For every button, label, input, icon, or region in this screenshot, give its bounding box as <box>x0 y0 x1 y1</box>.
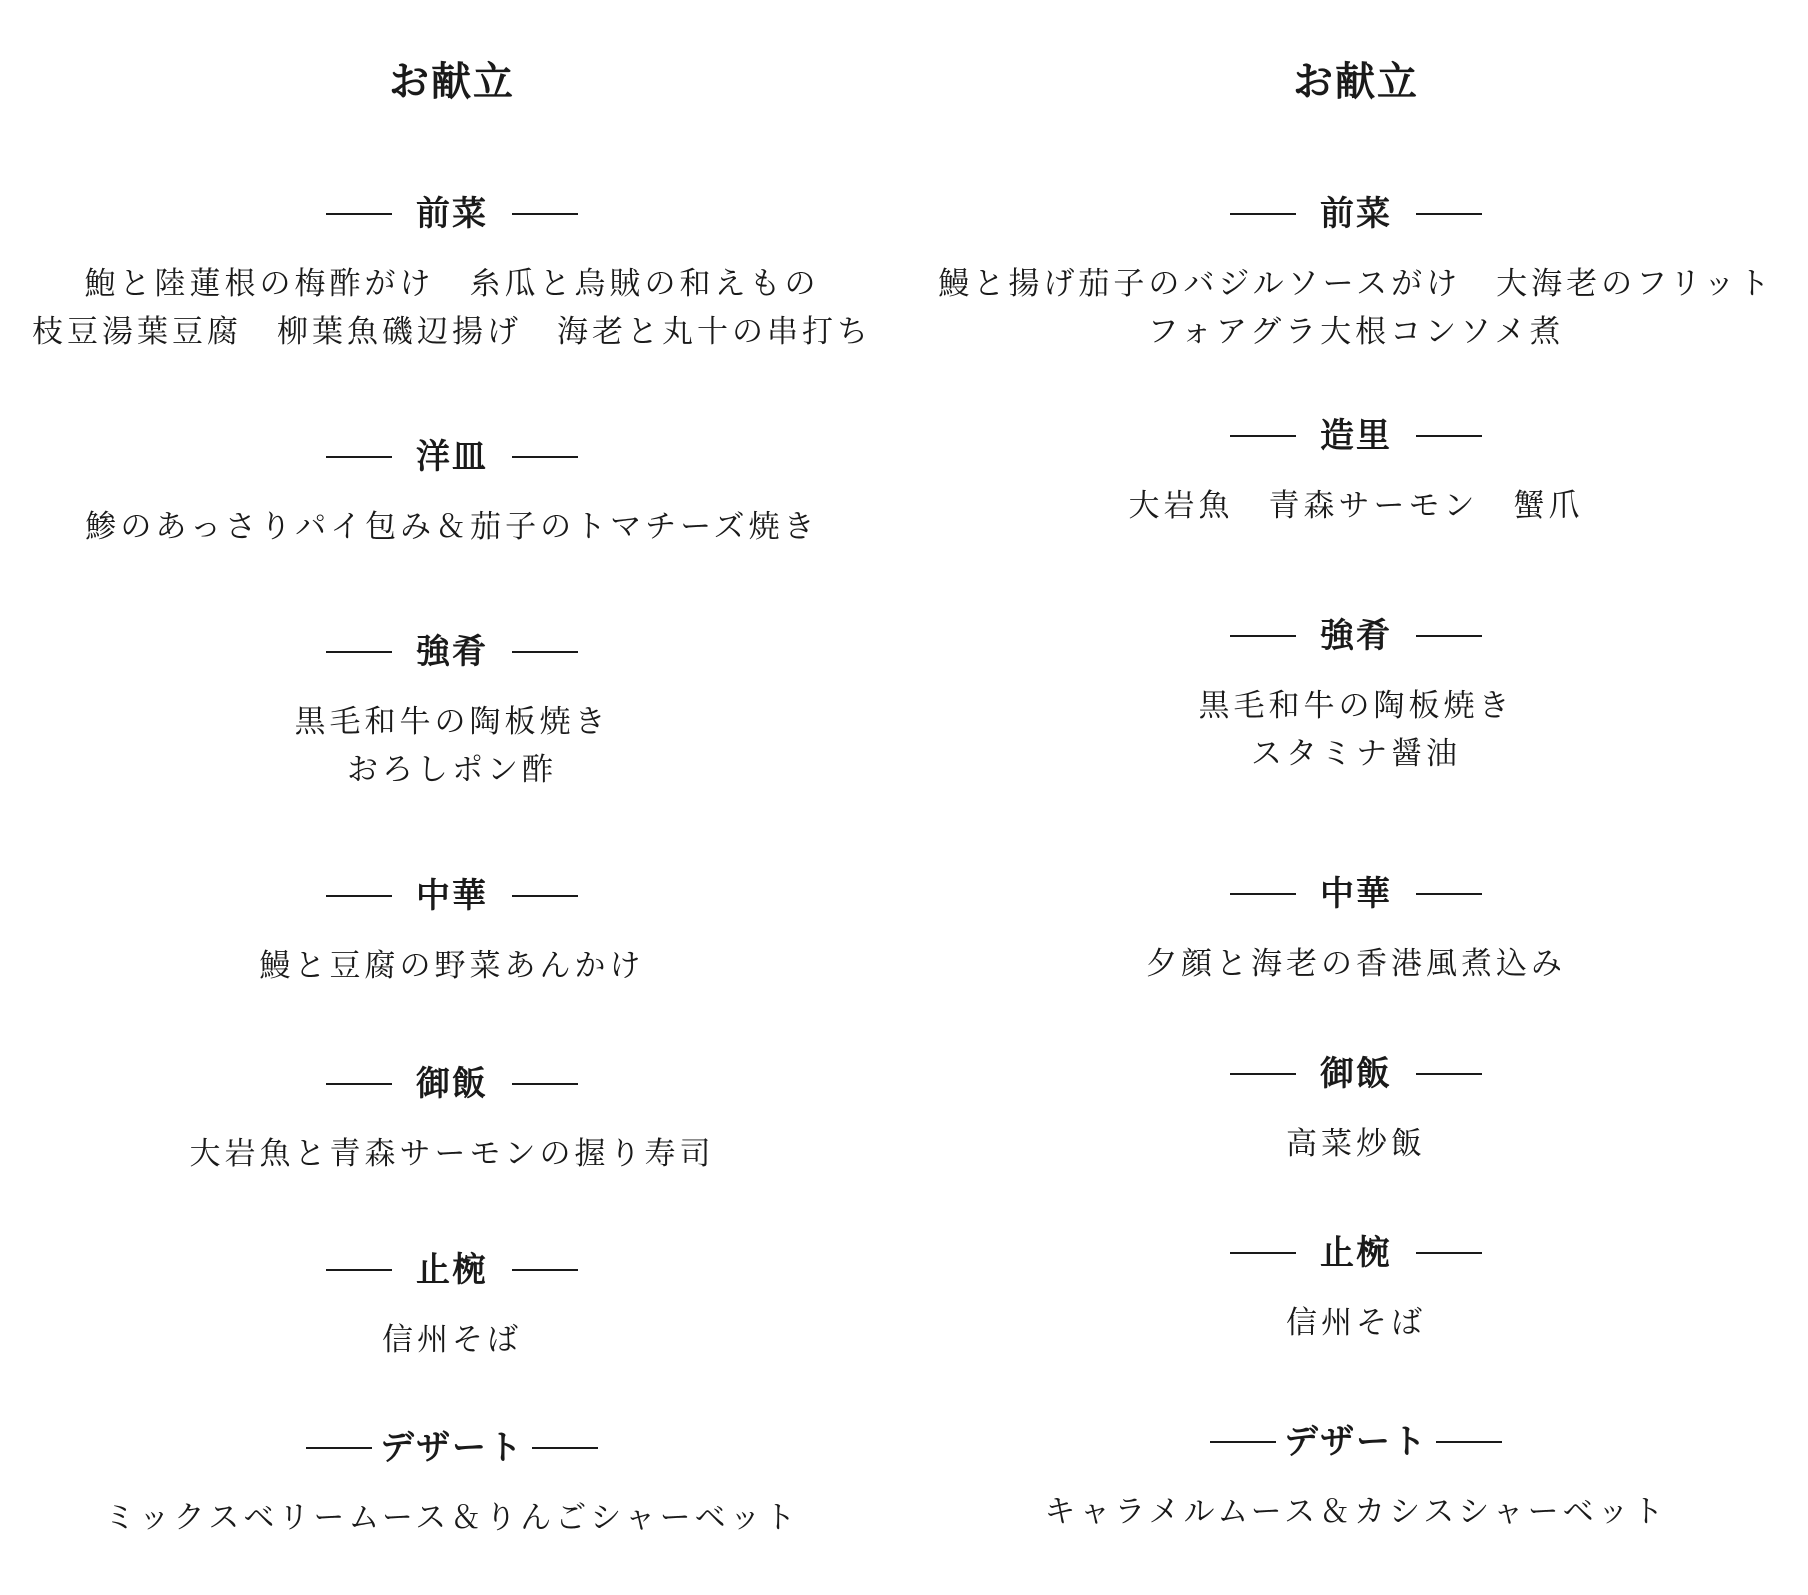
item-line: 大岩魚 青森サーモン 蟹爪 <box>1128 488 1584 524</box>
section-items <box>0 698 904 794</box>
section-tomewan <box>904 1229 1808 1347</box>
section-heading <box>0 872 904 920</box>
heading-rule-left <box>326 651 392 653</box>
item-line: 大岩魚と青森サーモンの握り寿司 <box>189 1136 715 1172</box>
section-heading <box>0 1246 904 1294</box>
section-items <box>0 1130 904 1178</box>
menu-right <box>904 0 1808 1595</box>
section-chuka <box>0 872 904 990</box>
section-heading <box>0 433 904 481</box>
heading-rule-right <box>512 651 578 653</box>
heading-rule-right <box>1416 635 1482 637</box>
section-heading <box>904 1418 1808 1466</box>
item-line: 信州そば <box>382 1322 522 1358</box>
section-shiizakana <box>0 628 904 794</box>
section-heading <box>904 190 1808 238</box>
heading-text: 洋皿 <box>416 437 488 477</box>
heading-rule-right <box>532 1447 598 1449</box>
item-line: 高菜炒飯 <box>1286 1126 1426 1162</box>
section-items <box>0 503 904 551</box>
item-line: キャラメルムース＆カシスシャーベット <box>1044 1494 1668 1530</box>
section-dessert <box>0 1424 904 1542</box>
heading-text: 強肴 <box>416 632 488 672</box>
section-items <box>0 942 904 990</box>
menu-title: お献立 <box>1293 58 1419 105</box>
item-line: 黒毛和牛の陶板焼き <box>294 704 610 740</box>
section-tomewan <box>0 1246 904 1364</box>
item-line: 信州そば <box>1286 1305 1426 1341</box>
heading-text: 強肴 <box>1320 616 1392 656</box>
section-heading <box>0 190 904 238</box>
item-line: 鯵のあっさりパイ包み＆茄子のトマチーズ焼き <box>85 509 819 545</box>
section-items <box>904 682 1808 778</box>
heading-rule-right <box>1416 1252 1482 1254</box>
item-line: おろしポン酢 <box>347 752 557 788</box>
section-zensai <box>0 190 904 356</box>
section-items <box>904 1120 1808 1168</box>
heading-text: 前菜 <box>416 194 488 234</box>
heading-rule-left <box>326 456 392 458</box>
item-line: 鮑と陸蓮根の梅酢がけ 糸瓜と烏賊の和えもの <box>84 266 820 302</box>
heading-text: 中華 <box>1320 874 1392 914</box>
item-line: 鰻と豆腐の野菜あんかけ <box>259 948 645 984</box>
item-line: 夕顔と海老の香港風煮込み <box>1146 946 1566 982</box>
section-yozara <box>0 433 904 551</box>
section-heading <box>904 870 1808 918</box>
section-shiizakana <box>904 612 1808 778</box>
section-items <box>904 1299 1808 1347</box>
section-items <box>904 1488 1808 1536</box>
heading-rule-left <box>306 1447 372 1449</box>
section-items <box>0 1494 904 1542</box>
heading-rule-left <box>1230 213 1296 215</box>
section-heading <box>904 1050 1808 1098</box>
heading-rule-left <box>1230 435 1296 437</box>
section-items <box>0 1316 904 1364</box>
heading-rule-left <box>1230 635 1296 637</box>
heading-text: 中華 <box>416 876 488 916</box>
section-gohan <box>0 1060 904 1178</box>
section-heading <box>0 628 904 676</box>
heading-rule-left <box>1230 1073 1296 1075</box>
section-items <box>904 940 1808 988</box>
heading-text: 造里 <box>1320 416 1392 456</box>
item-line: 黒毛和牛の陶板焼き <box>1198 688 1514 724</box>
section-tsukuri <box>904 412 1808 530</box>
heading-text: 前菜 <box>1320 194 1392 234</box>
section-heading <box>0 1060 904 1108</box>
heading-rule-right <box>512 1083 578 1085</box>
item-line: スタミナ醤油 <box>1251 736 1461 772</box>
heading-rule-right <box>1436 1441 1502 1443</box>
item-line: ミックスベリームース＆りんごシャーベット <box>104 1500 800 1536</box>
heading-rule-left <box>326 1083 392 1085</box>
heading-rule-left <box>1210 1441 1276 1443</box>
section-gohan <box>904 1050 1808 1168</box>
section-items <box>904 482 1808 530</box>
section-heading <box>904 412 1808 460</box>
heading-text: デザート <box>1284 1422 1428 1462</box>
section-heading <box>904 1229 1808 1277</box>
heading-rule-right <box>1416 1073 1482 1075</box>
heading-rule-left <box>326 1269 392 1271</box>
item-line: フォアグラ大根コンソメ煮 <box>1147 314 1565 350</box>
section-zensai <box>904 190 1808 356</box>
heading-rule-right <box>1416 893 1482 895</box>
heading-rule-left <box>1230 893 1296 895</box>
section-heading <box>904 612 1808 660</box>
section-items <box>904 260 1808 356</box>
heading-rule-right <box>512 1269 578 1271</box>
heading-text: 止椀 <box>1320 1233 1392 1273</box>
heading-rule-right <box>1416 435 1482 437</box>
menu-title: お献立 <box>389 58 515 105</box>
heading-rule-left <box>326 213 392 215</box>
heading-rule-right <box>1416 213 1482 215</box>
heading-rule-right <box>512 456 578 458</box>
heading-text: 御飯 <box>1320 1054 1392 1094</box>
heading-rule-left <box>1230 1252 1296 1254</box>
section-items <box>0 260 904 356</box>
heading-text: デザート <box>380 1428 524 1468</box>
heading-rule-right <box>512 213 578 215</box>
heading-text: 止椀 <box>416 1250 488 1290</box>
item-line: 枝豆湯葉豆腐 柳葉魚磯辺揚げ 海老と丸十の串打ち <box>32 314 872 350</box>
heading-rule-left <box>326 895 392 897</box>
heading-text: 御飯 <box>416 1064 488 1104</box>
heading-rule-right <box>512 895 578 897</box>
section-heading <box>0 1424 904 1472</box>
item-line: 鰻と揚げ茄子のバジルソースがけ 大海老のフリット <box>938 266 1774 302</box>
section-chuka <box>904 870 1808 988</box>
section-dessert <box>904 1418 1808 1536</box>
